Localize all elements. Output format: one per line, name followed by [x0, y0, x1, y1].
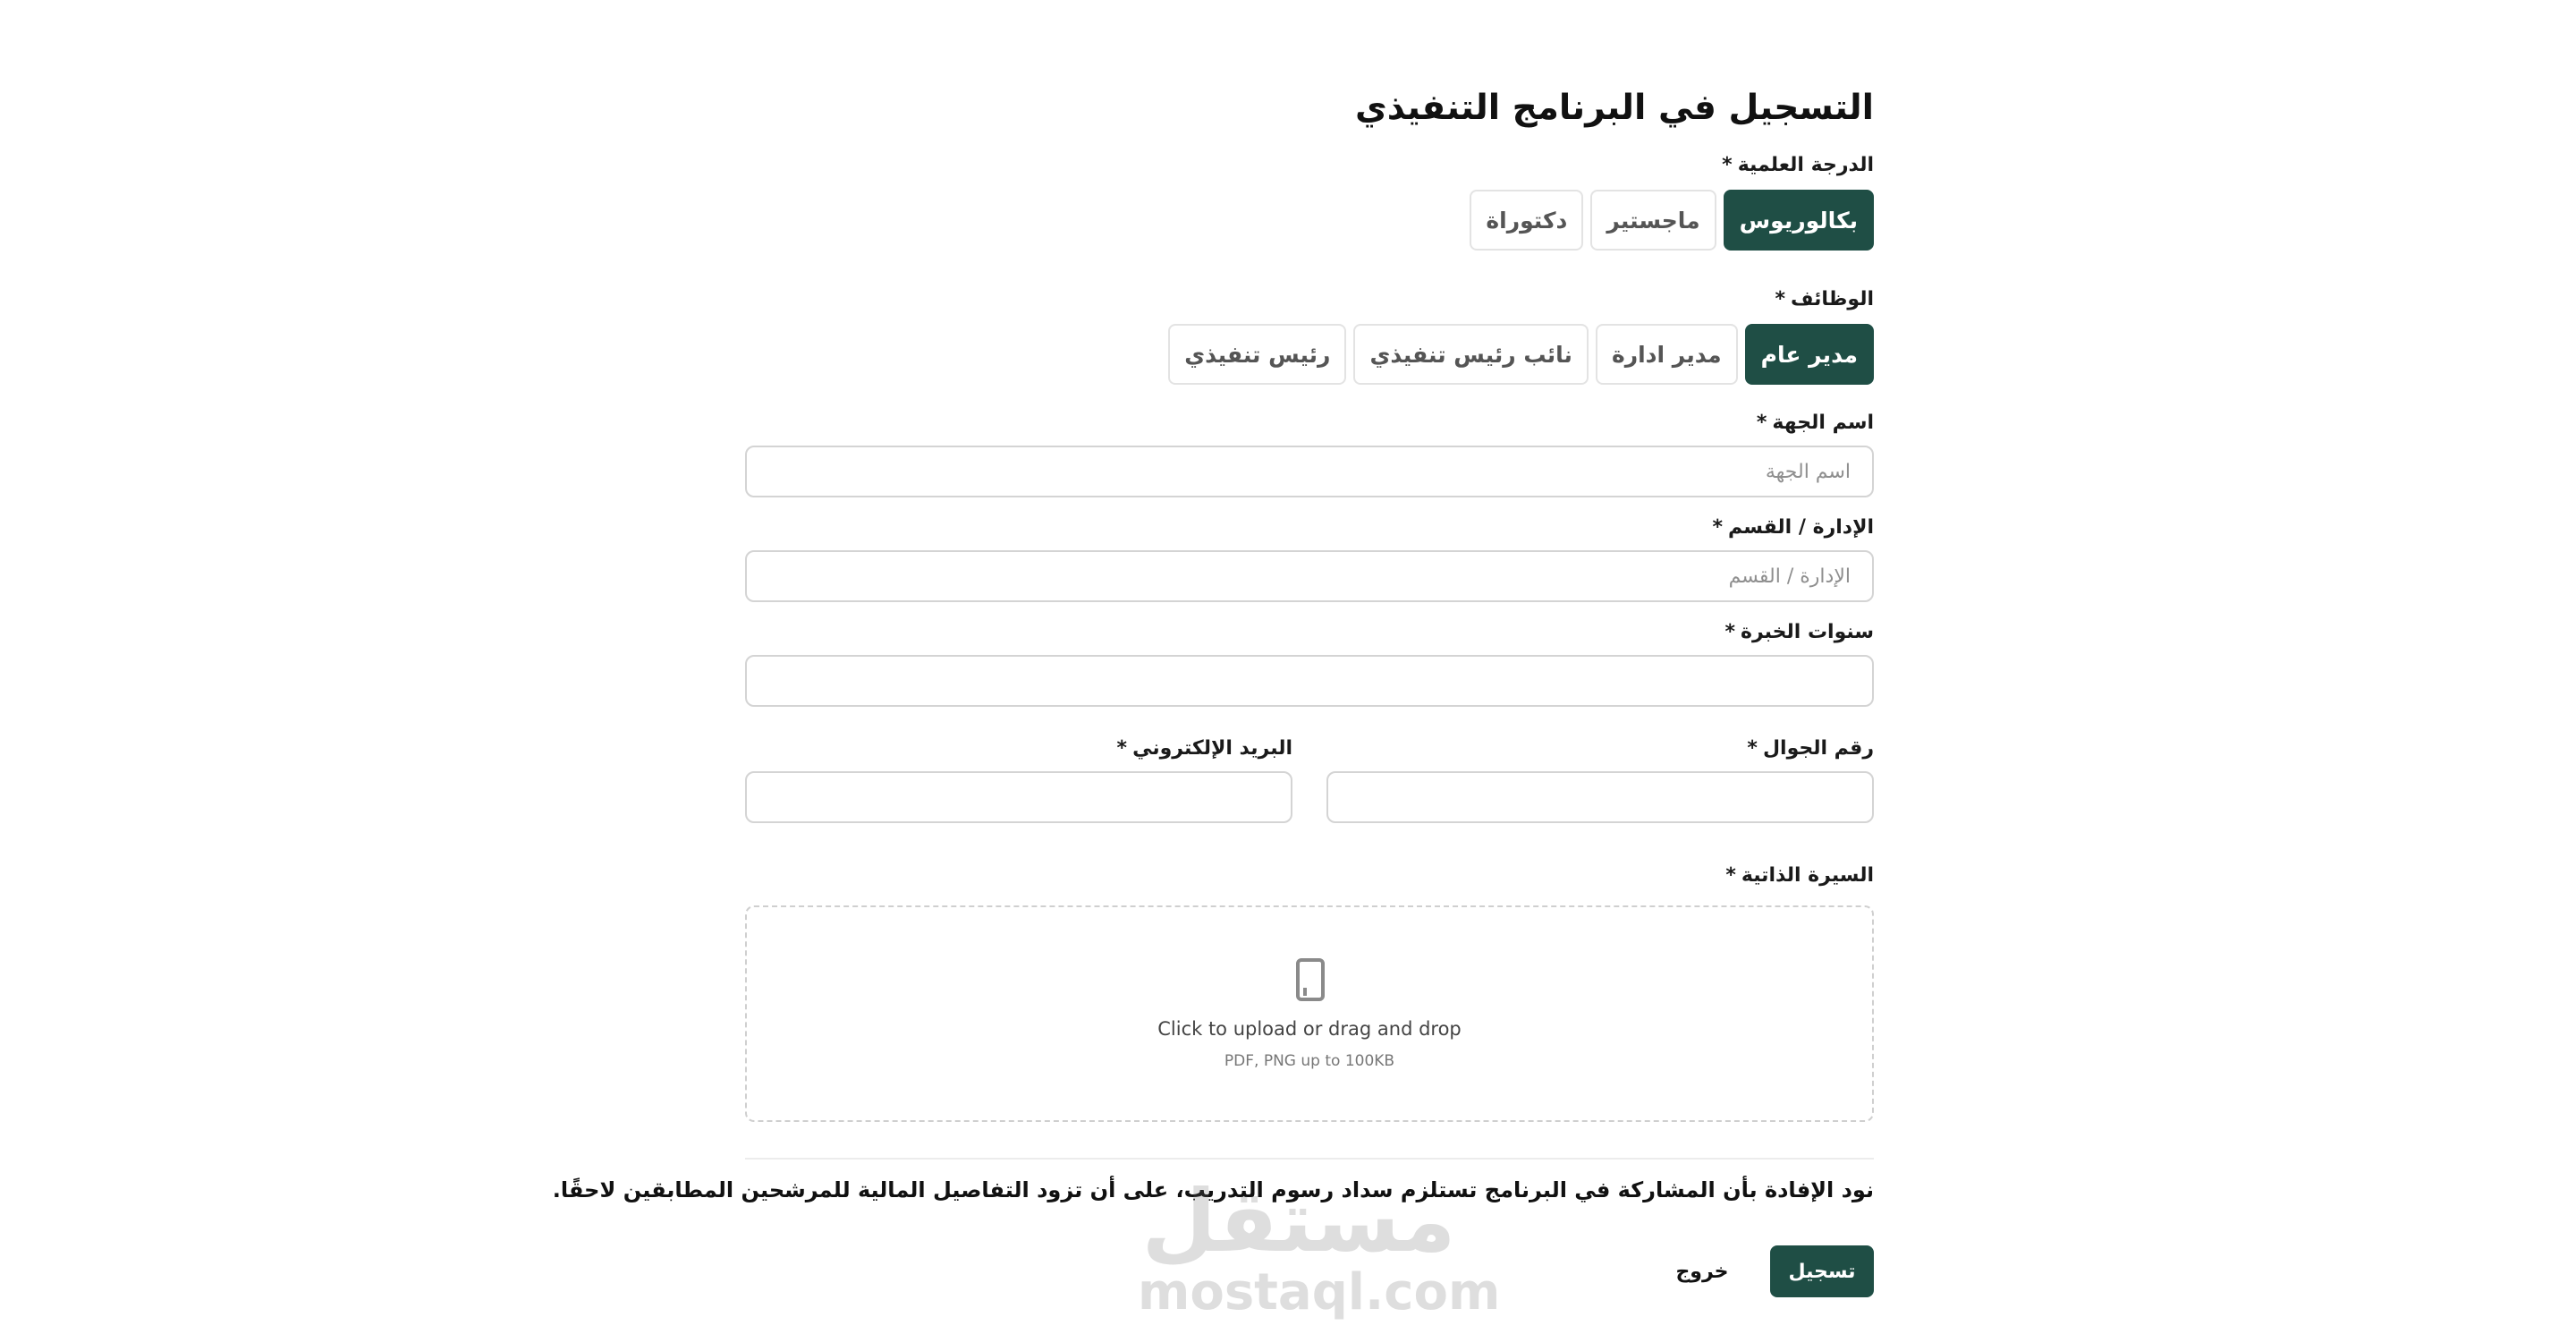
cv-upload-dropzone[interactable] [745, 905, 1874, 1122]
cv-label: السيرة الذاتية* [1725, 864, 1874, 887]
required-mark: * [1725, 864, 1736, 887]
required-mark: * [1756, 412, 1767, 434]
upload-hint: PDF, PNG up to 100KB [1224, 1052, 1395, 1070]
experience-input[interactable] [745, 655, 1874, 707]
department-label: الإدارة / القسم* [1712, 516, 1874, 539]
job-option-department-manager[interactable]: مدير ادارة [1596, 324, 1738, 385]
required-mark: * [1712, 516, 1723, 539]
required-mark: * [1747, 737, 1758, 760]
degree-option-bachelor[interactable]: بكالوريوس [1724, 190, 1874, 251]
required-mark: * [1116, 737, 1128, 760]
upload-instructions: Click to upload or drag and drop [1157, 1018, 1462, 1040]
email-input[interactable] [745, 771, 1292, 823]
job-option-general-manager[interactable]: مدير عام [1745, 324, 1874, 385]
required-mark: * [1722, 154, 1733, 176]
mobile-label: رقم الجوال* [1747, 737, 1874, 760]
required-mark: * [1775, 288, 1785, 310]
file-upload-icon [1291, 957, 1330, 1004]
jobs-options [1168, 324, 1874, 385]
degree-label: الدرجة العلمية* [1722, 154, 1874, 176]
email-label: البريد الإلكتروني* [1116, 737, 1292, 760]
degree-options [1470, 190, 1874, 251]
job-option-vice-ceo[interactable]: نائب رئيس تنفيذي [1353, 324, 1589, 385]
watermark-logo [1138, 1171, 1501, 1329]
mobile-input[interactable] [1326, 771, 1874, 823]
required-mark: * [1724, 621, 1735, 643]
org-name-label: اسم الجهة* [1756, 412, 1874, 434]
watermark-arabic: مستقل [1141, 1171, 1456, 1271]
page-title: التسجيل في البرنامج التنفيذي [1354, 88, 1874, 128]
divider [745, 1158, 1874, 1160]
submit-button[interactable]: تسجيل [1770, 1245, 1874, 1297]
department-input[interactable] [745, 550, 1874, 602]
registration-form [552, 0, 1874, 1334]
exit-button[interactable]: خروج [1665, 1245, 1740, 1297]
fees-notice: نود الإفادة بأن المشاركة في البرنامج تستلزم سداد رسوم التدريب، على أن تزود التفاصيل المالية للمرشحين المطابقين لاحقًا. [552, 1177, 1874, 1202]
job-option-ceo[interactable]: رئيس تنفيذي [1168, 324, 1346, 385]
degree-option-phd[interactable]: دكتوراة [1470, 190, 1583, 251]
jobs-label: الوظائف* [1775, 288, 1874, 310]
experience-label: سنوات الخبرة* [1724, 621, 1874, 643]
degree-option-master[interactable]: ماجستير [1590, 190, 1716, 251]
org-name-input[interactable] [745, 446, 1874, 497]
watermark-latin: mostaql.com [1138, 1263, 1501, 1321]
